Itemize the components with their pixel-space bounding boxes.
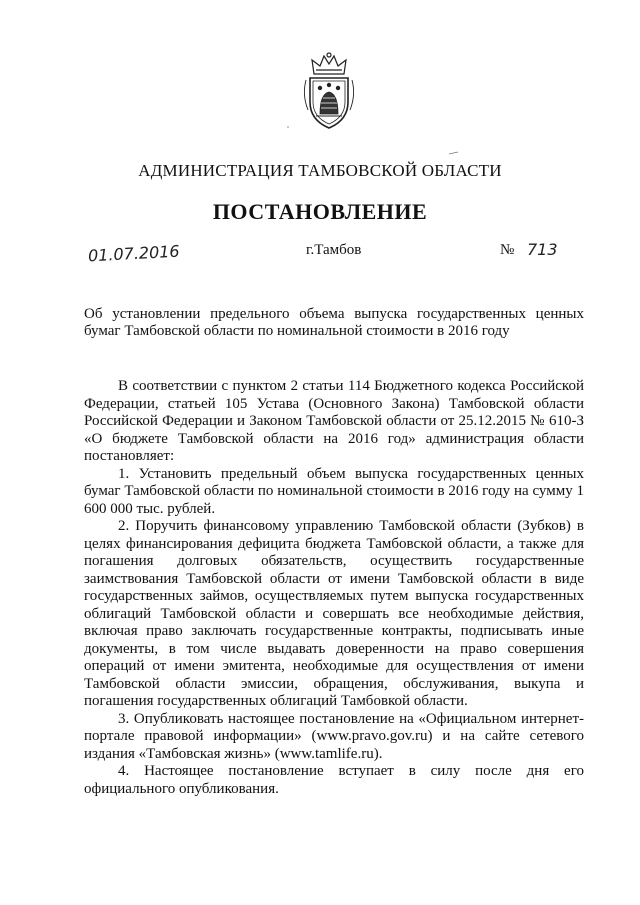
organization-title: АДМИНИСТРАЦИЯ ТАМБОВСКОЙ ОБЛАСТИ (138, 161, 502, 180)
item-paragraph-1: 1. Установить предельный объем выпуска государственных ценных бумаг Тамбовской области по номинальной стоимости в 2016 году на сумму 1 600 000 тыс. рублей. (84, 465, 584, 517)
document-subject: Об установлении предельного объема выпуска государственных ценных бумаг Тамбовской области по номинальной стоимости в 2016 году (84, 306, 584, 339)
item-paragraph-3: 3. Опубликовать настоящее постановление на «Официальном интернет-портале правовой информации» (www.pravo.gov.ru) и на сайте сетевого издания «Тамбовская жизнь» (www.tamlife.ru). (84, 710, 584, 762)
coat-of-arms-icon (298, 50, 360, 132)
document-city: г.Тамбов (306, 242, 362, 258)
scan-speck (448, 150, 460, 156)
document-number-label: № (500, 242, 515, 258)
document-type-title: ПОСТАНОВЛЕНИЕ (212, 199, 428, 224)
preamble-paragraph: В соответствии с пунктом 2 статьи 114 Бюджетного кодекса Российской Федерации, статьей 105 Устава (Основного Закона) Тамбовской области Российской Федерации и Законом Тамбовской области от 25.12.2015 № 610-З «О бюджете Тамбовской области на 2016 год» администрация области постановляет: (84, 378, 584, 464)
document-date: 01.07.2016 (87, 241, 181, 266)
item-paragraph-4: 4. Настоящее постановление вступает в силу после дня его официального опубликования. (84, 763, 584, 797)
document-body (84, 378, 584, 798)
document-number: 713 (527, 240, 558, 259)
item-paragraph-2: 2. Поручить финансовому управлению Тамбовской области (Зубков) в целях финансирования дефицита бюджета Тамбовской области, а также для погашения долговых обязательств, осуществить государственные заимствования Тамбовской области от имени Тамбовской области в виде государственных займов, осуществляемых путем выпуска государственных облигаций Тамбовской области и совершать все необходимые действия, включая право заключать государственные контракты, подписывать иные документы, в том числе выдавать доверенности на право совершения операций от имени эмитента, необходимые для осуществления от имени Тамбовской области эмиссии, обращения, обслуживания, выкупа и погашения государственных облигаций Тамбовкой области. (84, 518, 584, 709)
scan-speck (285, 124, 291, 130)
